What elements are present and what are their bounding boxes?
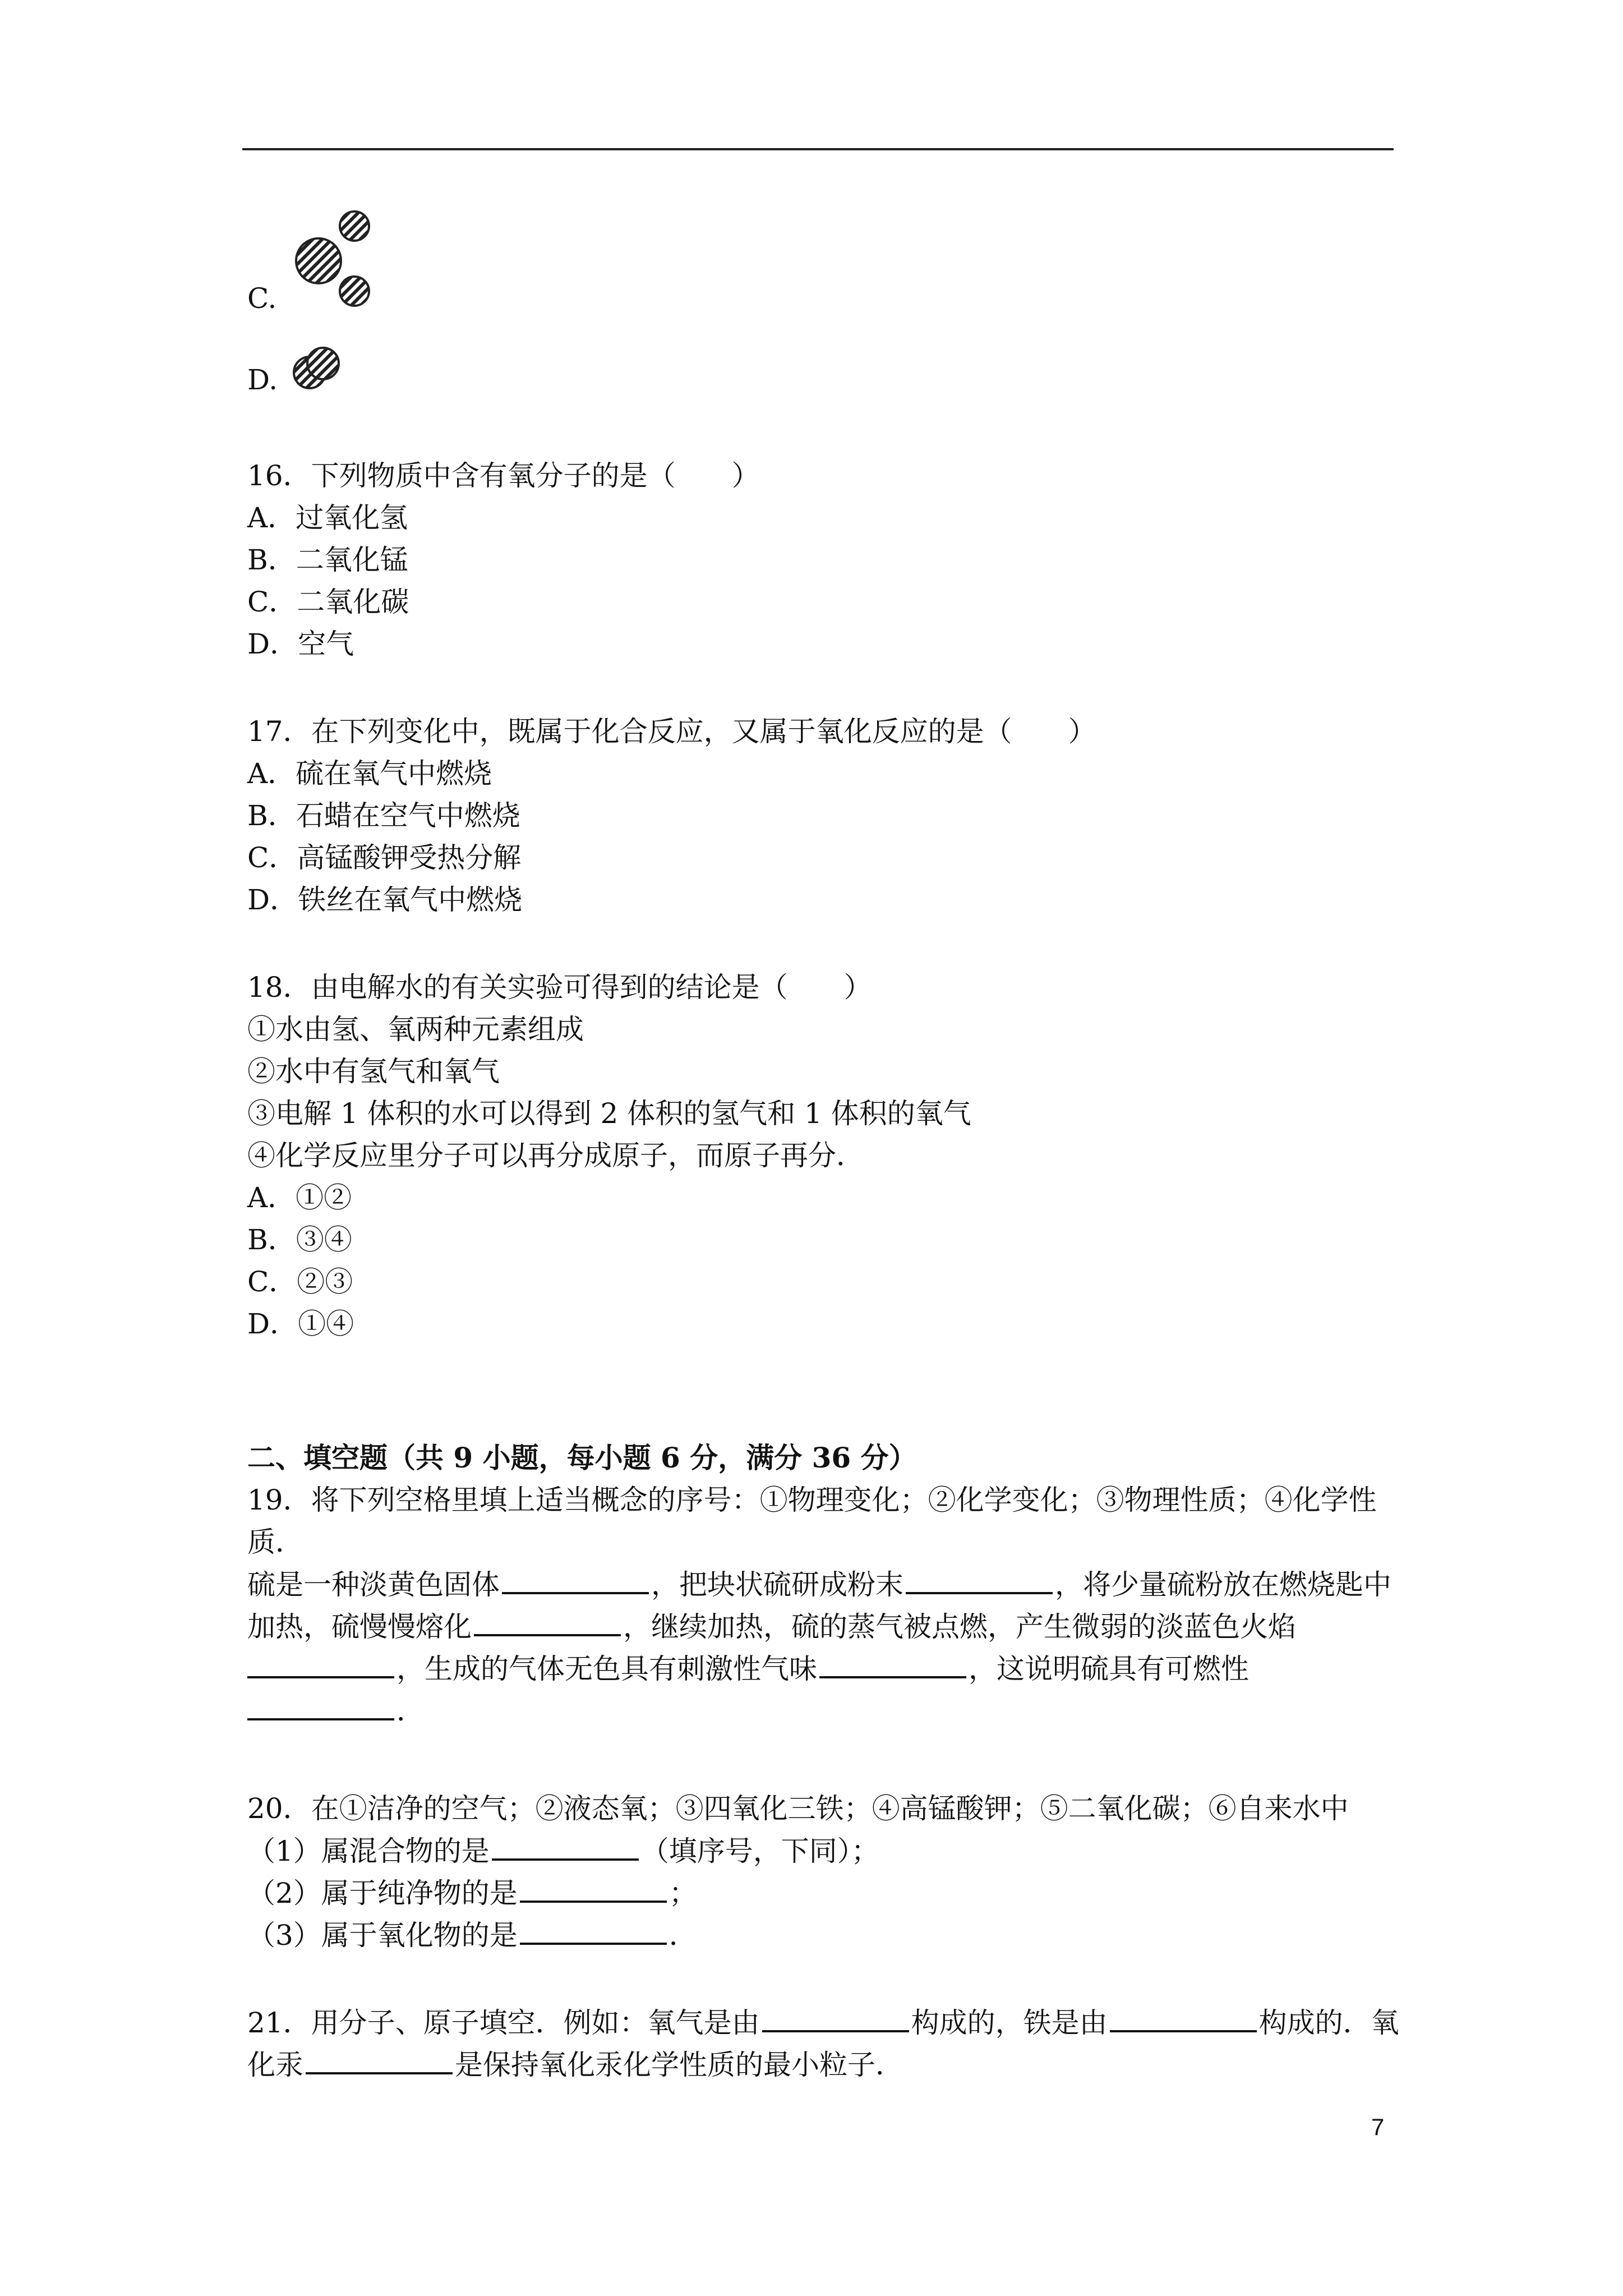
q19-line6 bbox=[247, 1692, 425, 1729]
q16-option-b: B．二氧化锰 bbox=[247, 544, 408, 576]
q19-text: 硫是一种淡黄色固体 bbox=[247, 1568, 500, 1601]
q15-option-d-label: D. bbox=[247, 364, 278, 396]
q19-text: ． bbox=[396, 1695, 425, 1727]
q18-option-b: B．③④ bbox=[247, 1223, 352, 1256]
q20-text: （2）属于纯净物的是 bbox=[247, 1877, 518, 1910]
small-atom-icon bbox=[340, 277, 369, 306]
q21-text: 21．用分子、原子填空．例如：氧气是由 bbox=[247, 2007, 760, 2039]
q19-line2: 质． bbox=[247, 1526, 303, 1558]
section2-heading: 二、填空题（共 9 小题，每小题 6 分，满分 36 分） bbox=[247, 1441, 917, 1474]
answer-blank[interactable] bbox=[306, 2046, 453, 2074]
q18-option-a: A．①② bbox=[247, 1181, 352, 1214]
answer-blank[interactable] bbox=[1110, 2004, 1257, 2032]
q20-text: （1）属混合物的是 bbox=[247, 1835, 490, 1867]
large-atom-icon bbox=[296, 238, 341, 283]
q18-option-c: C．②③ bbox=[247, 1266, 353, 1298]
q18-statement-1: ①水由氢、氧两种元素组成 bbox=[247, 1013, 584, 1046]
q18-statement-3: ③电解 1 体积的水可以得到 2 体积的氢气和 1 体积的氧气 bbox=[247, 1097, 971, 1130]
q21-line2 bbox=[247, 2046, 903, 2083]
header-rule bbox=[242, 148, 1394, 150]
q19-line5 bbox=[247, 1650, 1249, 1687]
molecule-c-image bbox=[292, 210, 376, 311]
q20-part1 bbox=[247, 1833, 879, 1869]
q21-text: 构成的，铁是由 bbox=[911, 2007, 1108, 2039]
q20-stem: 20．在①洁净的空气；②液态氧；③四氧化三铁；④高锰酸钾；⑤二氧化碳；⑥自来水中 bbox=[247, 1792, 1349, 1825]
answer-blank[interactable] bbox=[906, 1566, 1053, 1594]
answer-blank[interactable] bbox=[762, 2004, 909, 2032]
q16-stem: 16．下列物质中含有氧分子的是（ ） bbox=[247, 459, 760, 492]
q18-option-d: D．①④ bbox=[247, 1308, 354, 1340]
q21-line1 bbox=[247, 2004, 1399, 2041]
molecule-d-image bbox=[292, 343, 342, 394]
q16-option-d: D．空气 bbox=[247, 628, 354, 660]
q17-option-a: A．硫在氧气中燃烧 bbox=[247, 757, 492, 790]
atom-icon bbox=[307, 348, 339, 379]
q19-text: ，这说明硫具有可燃性 bbox=[969, 1653, 1249, 1685]
small-atom-icon bbox=[340, 211, 369, 241]
q18-statement-2: ②水中有氢气和氧气 bbox=[247, 1055, 500, 1088]
q19-line3 bbox=[247, 1566, 1391, 1603]
page-number: 7 bbox=[1371, 2114, 1385, 2140]
q16-option-c: C．二氧化碳 bbox=[247, 586, 409, 618]
answer-blank[interactable] bbox=[247, 1650, 394, 1678]
q20-part3 bbox=[247, 1917, 697, 1953]
q19-text: ，把块状硫研成粉末 bbox=[651, 1568, 903, 1601]
q15-option-c-label: C. bbox=[247, 282, 277, 315]
q19-text: ，将少量硫粉放在燃烧匙中 bbox=[1055, 1568, 1391, 1601]
q18-statement-4: ④化学反应里分子可以再分成原子，而原子再分． bbox=[247, 1139, 864, 1172]
q21-text: 构成的．氧 bbox=[1258, 2007, 1399, 2039]
q20-part2 bbox=[247, 1875, 697, 1911]
q17-option-b: B．石蜡在空气中燃烧 bbox=[247, 799, 520, 832]
q21-text: 化汞 bbox=[247, 2049, 303, 2081]
answer-blank[interactable] bbox=[474, 1608, 621, 1636]
q19-line1: 19．将下列空格里填上适当概念的序号：①物理变化；②化学变化；③物理性质；④化学性 bbox=[247, 1484, 1377, 1516]
q21-text: 是保持氧化汞化学性质的最小粒子． bbox=[455, 2049, 903, 2081]
q17-option-c: C．高锰酸钾受热分解 bbox=[247, 841, 522, 874]
answer-blank[interactable] bbox=[502, 1566, 649, 1594]
q20-text: （3）属于氧化物的是 bbox=[247, 1919, 518, 1952]
q20-text: ． bbox=[668, 1919, 697, 1952]
q18-stem: 18．由电解水的有关实验可得到的结论是（ ） bbox=[247, 971, 872, 1004]
q19-text: ，生成的气体无色具有刺激性气味 bbox=[396, 1653, 817, 1685]
q20-text: ； bbox=[668, 1877, 697, 1910]
q19-text: 加热，硫慢慢熔化 bbox=[247, 1611, 472, 1643]
q19-text: ，继续加热，硫的蒸气被点燃，产生微弱的淡蓝色火焰 bbox=[623, 1611, 1296, 1643]
answer-blank[interactable] bbox=[819, 1650, 966, 1678]
q17-stem: 17．在下列变化中，既属于化合反应，又属于氧化反应的是（ ） bbox=[247, 715, 1096, 748]
q17-option-d: D．铁丝在氧气中燃烧 bbox=[247, 884, 523, 916]
answer-blank[interactable] bbox=[247, 1692, 394, 1720]
q16-option-a: A．过氧化氢 bbox=[247, 501, 408, 534]
q19-line4 bbox=[247, 1608, 1296, 1645]
answer-blank[interactable] bbox=[492, 1833, 639, 1861]
q20-text: （填序号，下同）； bbox=[640, 1835, 879, 1867]
answer-blank[interactable] bbox=[520, 1875, 667, 1903]
answer-blank[interactable] bbox=[520, 1917, 667, 1945]
